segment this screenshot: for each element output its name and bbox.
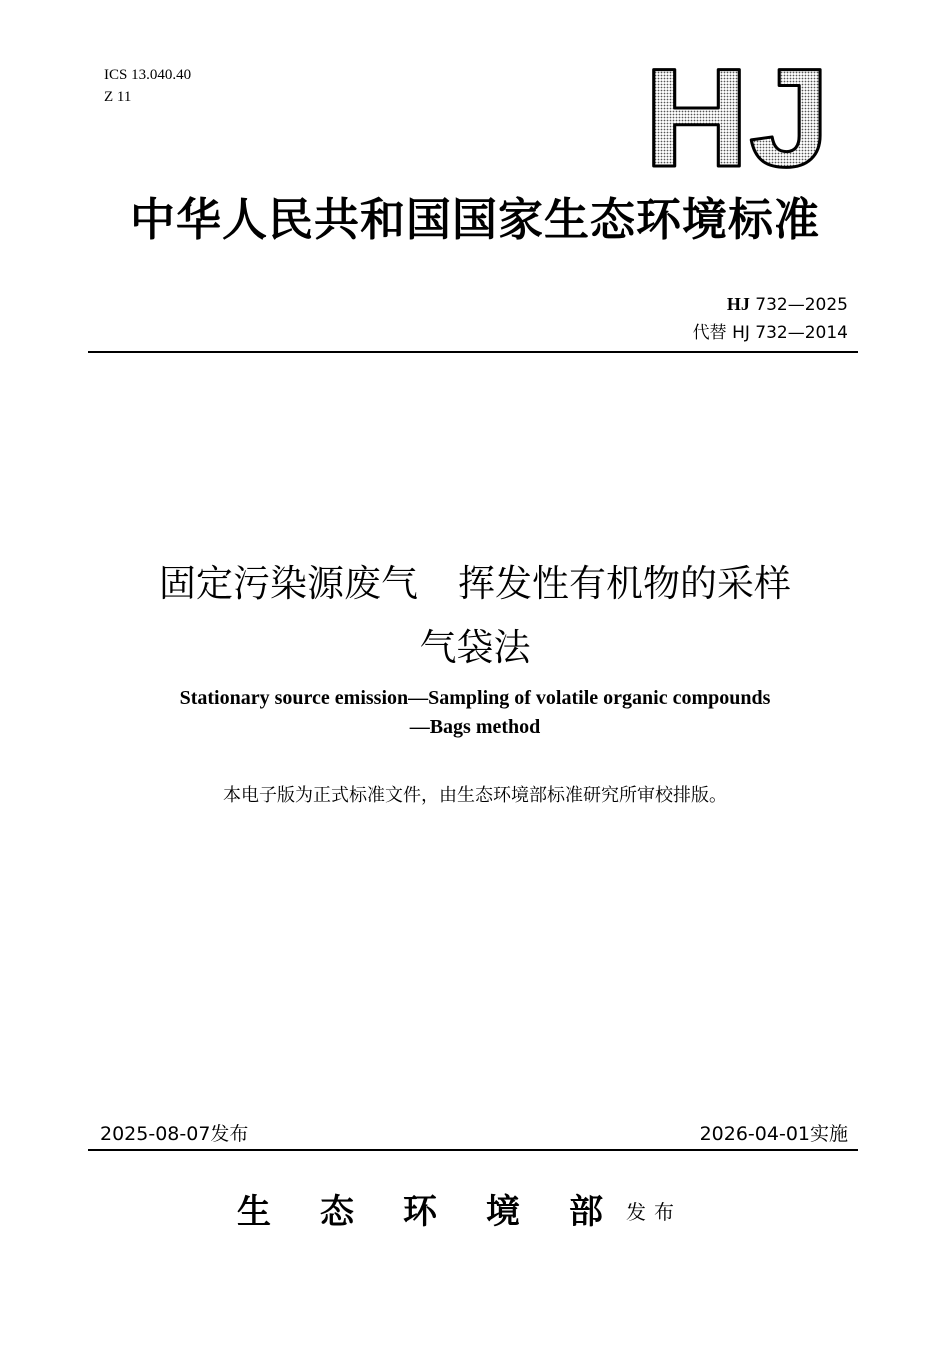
publisher-char: 环 bbox=[403, 1192, 437, 1232]
replaces-standard: 代替 HJ 732—2014 bbox=[692, 323, 848, 343]
effective-date: 2026-04-01实施 bbox=[699, 1123, 848, 1145]
title-cn-part2: 挥发性有机物的采样 bbox=[458, 562, 791, 605]
standard-number-rest: 732—2025 bbox=[749, 295, 848, 315]
title-en-line2: —Bags method bbox=[409, 716, 541, 738]
hj-logo bbox=[642, 62, 832, 174]
issue-date: 2025-08-07发布 bbox=[100, 1123, 249, 1145]
title-cn-line2: 气袋法 bbox=[419, 626, 531, 669]
publisher-char: 态 bbox=[320, 1192, 354, 1232]
class-code: Z 11 bbox=[104, 89, 132, 105]
agency-title: 中华人民共和国国家生态环境标准 bbox=[129, 193, 820, 246]
standard-number bbox=[693, 290, 848, 319]
publisher bbox=[237, 1190, 682, 1234]
publisher-char: 部 bbox=[569, 1192, 603, 1232]
bottom-divider bbox=[88, 1149, 858, 1151]
title-cn-part1: 固定污染源废气 bbox=[159, 562, 418, 605]
title-en-line1: Stationary source emission—Sampling of volatile organic compounds bbox=[179, 687, 771, 709]
title-cn-line1 bbox=[0, 556, 950, 612]
hj-logo-text: HJ bbox=[644, 62, 830, 174]
top-divider bbox=[88, 351, 858, 353]
ics-code: ICS 13.040.40 bbox=[104, 67, 192, 83]
standard-number-block bbox=[693, 290, 848, 347]
edition-note: 本电子版为正式标准文件，由生态环境部标准研究所审校排版。 bbox=[223, 785, 727, 806]
classification-codes bbox=[104, 64, 191, 108]
publisher-char: 境 bbox=[486, 1192, 520, 1232]
publisher-suffix: 发布 bbox=[626, 1200, 682, 1224]
publisher-char: 生 bbox=[237, 1192, 271, 1232]
standard-number-prefix: HJ bbox=[726, 294, 750, 314]
